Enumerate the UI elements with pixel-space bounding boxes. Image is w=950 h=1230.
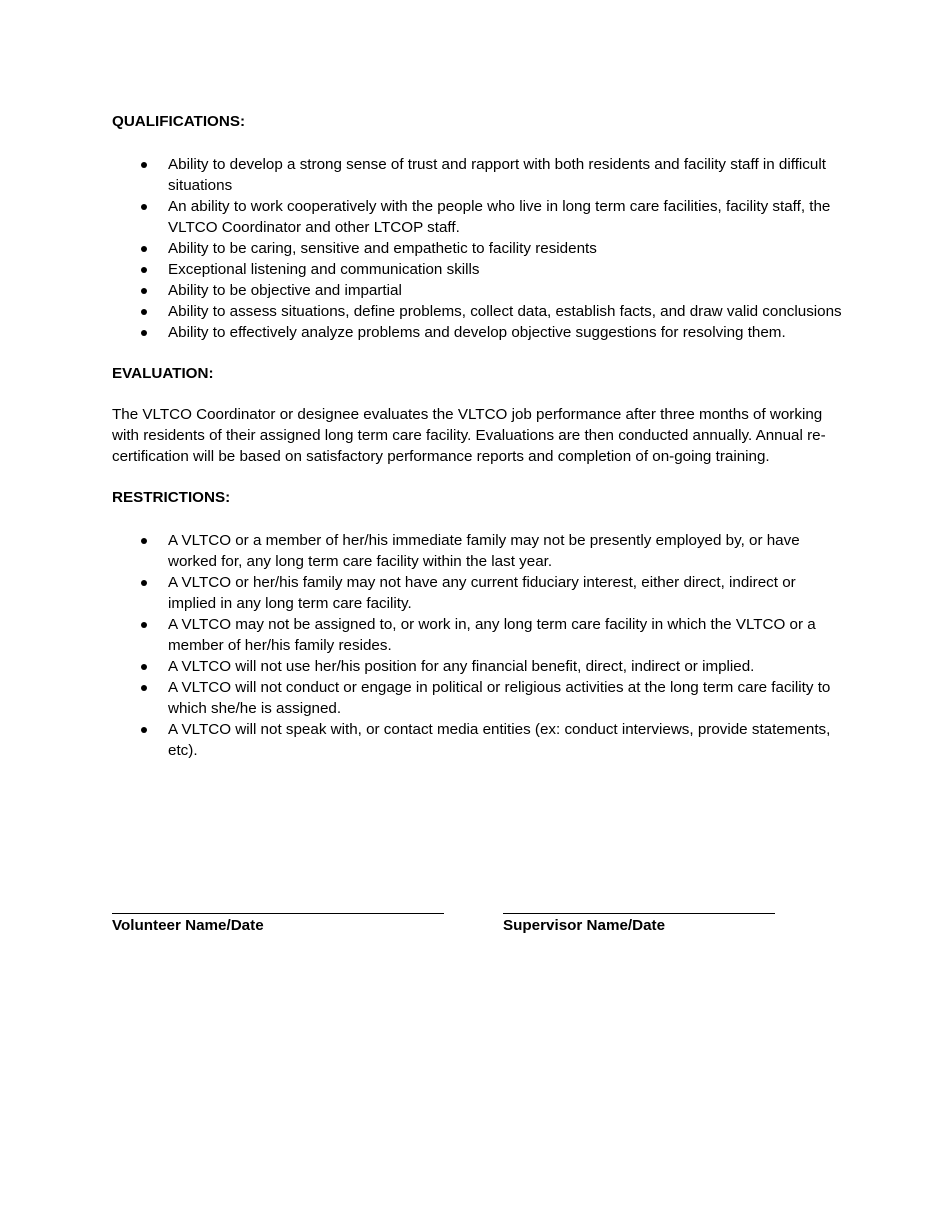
list-item (112, 677, 842, 719)
restrictions-list (112, 530, 842, 761)
evaluation-heading: EVALUATION: (112, 365, 214, 382)
bullet-icon (141, 246, 147, 252)
list-item (112, 530, 842, 572)
list-item (112, 322, 842, 343)
bullet-icon (141, 267, 147, 273)
list-item (112, 196, 842, 238)
list-item-text: A VLTCO will not speak with, or contact media entities (ex: conduct interviews, provide statements, etc). (168, 721, 831, 759)
bullet-icon (141, 309, 147, 315)
list-item-text: Exceptional listening and communication skills (168, 261, 480, 278)
volunteer-signature-label: Volunteer Name/Date (112, 917, 264, 934)
list-item (112, 572, 842, 614)
qualifications-heading: QUALIFICATIONS: (112, 113, 246, 130)
bullet-icon (141, 685, 147, 691)
list-item-text: A VLTCO will not conduct or engage in political or religious activities at the long term care facility to which she/he is assigned. (168, 679, 831, 717)
supervisor-signature-label: Supervisor Name/Date (503, 917, 666, 934)
list-item-text: A VLTCO will not use her/his position for any financial benefit, direct, indirect or implied. (168, 658, 755, 675)
signature-block (112, 896, 812, 941)
bullet-icon (141, 330, 147, 336)
bullet-icon (141, 580, 147, 586)
bullet-icon (141, 664, 147, 670)
volunteer-signature-line[interactable] (112, 913, 444, 914)
list-item (112, 301, 842, 322)
qualifications-list (112, 154, 842, 343)
list-item-text: Ability to assess situations, define problems, collect data, establish facts, and draw valid conclusions (168, 303, 842, 320)
list-item-text: A VLTCO or her/his family may not have any current fiduciary interest, either direct, indirect or implied in any long term care facility. (168, 574, 796, 612)
list-item-text: Ability to be caring, sensitive and empathetic to facility residents (168, 240, 597, 257)
list-item (112, 238, 842, 259)
list-item-text: An ability to work cooperatively with the people who live in long term care facilities, facility staff, the VLTCO Coordinator and other LTCOP staff. (168, 198, 831, 236)
document-page (112, 111, 842, 761)
supervisor-signature-line[interactable] (503, 913, 775, 914)
bullet-icon (141, 204, 147, 210)
list-item-text: Ability to effectively analyze problems and develop objective suggestions for resolving them. (168, 324, 786, 341)
list-item (112, 280, 842, 301)
list-item-text: A VLTCO or a member of her/his immediate family may not be presently employed by, or have worked for, any long term care facility within the last year. (168, 532, 800, 570)
bullet-icon (141, 622, 147, 628)
evaluation-paragraph: The VLTCO Coordinator or designee evaluates the VLTCO job performance after three months of working with residents of their assigned long term care facility. Evaluations are then conducted annually. Annual re-certification will be based on satisfactory performance reports and completion of on-going training. (112, 406, 826, 465)
list-item (112, 719, 842, 761)
list-item (112, 614, 842, 656)
list-item-text: A VLTCO may not be assigned to, or work in, any long term care facility in which the VLTCO or a member of her/his family resides. (168, 616, 816, 654)
list-item (112, 259, 842, 280)
bullet-icon (141, 727, 147, 733)
list-item (112, 656, 842, 677)
restrictions-heading: RESTRICTIONS: (112, 489, 231, 506)
bullet-icon (141, 538, 147, 544)
bullet-icon (141, 288, 147, 294)
list-item (112, 154, 842, 196)
bullet-icon (141, 162, 147, 168)
list-item-text: Ability to develop a strong sense of trust and rapport with both residents and facility staff in difficult situations (168, 156, 826, 194)
list-item-text: Ability to be objective and impartial (168, 282, 402, 299)
